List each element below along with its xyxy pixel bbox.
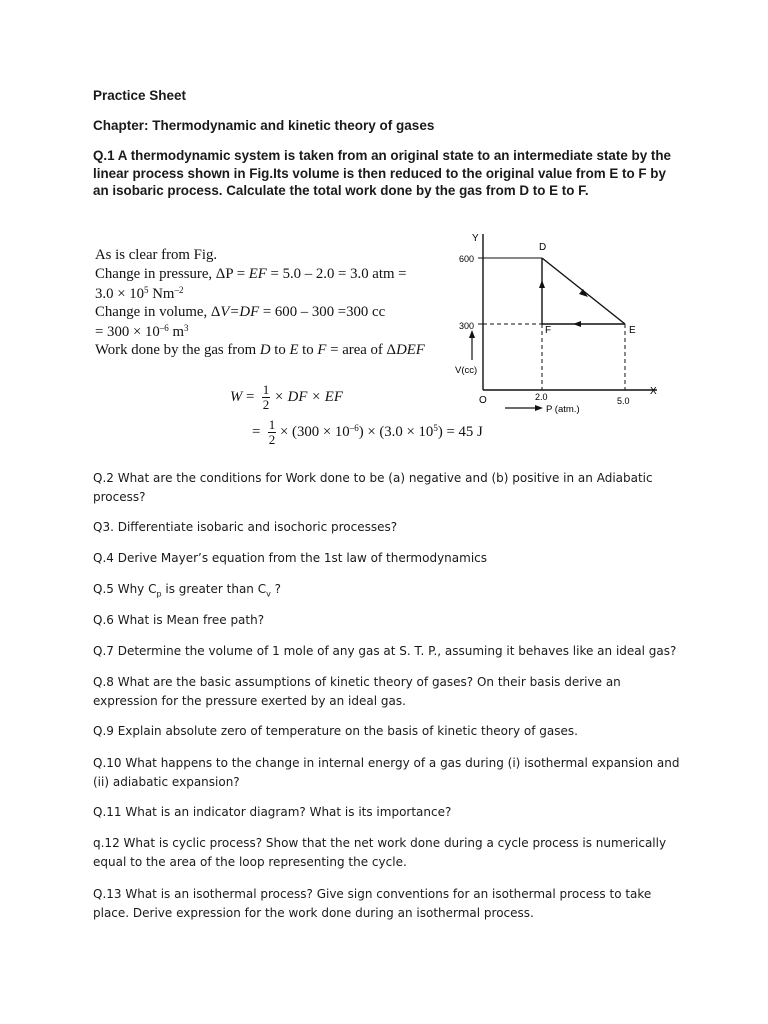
chapter-heading: Chapter: Thermodynamic and kinetic theory of gases [93, 118, 435, 133]
x-axis-label: X [650, 386, 657, 397]
arrow-ef [573, 321, 581, 327]
y-tick-300: 300 [459, 321, 475, 331]
solution-line-2: Change in pressure, ΔP = EF = 5.0 – 2.0 = 3.0 atm = [95, 266, 407, 282]
x-tick-2: 2.0 [535, 392, 548, 402]
x-tick-5: 5.0 [617, 396, 630, 406]
y-unit-label: V(cc) [455, 365, 478, 376]
question-8: Q.8 What are the basic assumptions of kinetic theory of gases? On their basis derive an expression for the pressure exerted by an ideal gas. [93, 675, 621, 708]
solution-line-3: $3.0 \times 10^5$ $Nm^{-2}$ [95, 285, 184, 302]
solution-line-6: Work done by the gas from D to E to F = area of ΔDEF [95, 342, 425, 358]
x-arrow-head [535, 405, 543, 411]
equation-2: = $\frac{1}{2}$ × $(300 \times 10^{-6}) \times (3.0 \times 10^5) = 45$ J [252, 417, 483, 447]
solution-line-4: Change in volume, ΔV=DF = 600 – 300 =300 cc [95, 304, 386, 320]
question-9: Q.9 Explain absolute zero of temperature on the basis of kinetic theory of gases. [93, 724, 578, 738]
solution-line-1: As is clear from Fig. [95, 247, 218, 263]
question-1: Q.1 A thermodynamic system is taken from an original state to an intermediate state by the linear process shown in Fig.Its volume is then reduced to the original value from E to F by an isobaric process. Calculate the total work done by the gas from D to E to F. [93, 148, 671, 199]
page-title: Practice Sheet [93, 88, 187, 103]
question-13: Q.13 What is an isothermal process? Give sign conventions for an isothermal process to take place. Derive expression for the work done during an isothermal process. [93, 887, 652, 920]
point-f-label: F [545, 325, 552, 336]
question-2: Q.2 What are the conditions for Work done to be (a) negative and (b) positive in an Adiabatic process? [93, 471, 653, 504]
pv-diagram [445, 228, 670, 423]
question-10: Q.10 What happens to the change in internal energy of a gas during (i) isothermal expansion and (ii) adiabatic expansion? [93, 756, 680, 789]
question-7: Q.7 Determine the volume of 1 mole of any gas at S. T. P., assuming it behaves like an ideal gas? [93, 644, 677, 658]
point-e-label: E [629, 325, 636, 336]
y-axis-label: Y [472, 233, 479, 244]
x-unit-label: P (atm.) [546, 404, 580, 415]
arrow-up-fd [539, 280, 545, 288]
origin-label: O [479, 395, 487, 406]
y-tick-600: 600 [459, 254, 475, 264]
equation-1: W = $\frac{1}{2}$ × DF × EF [230, 382, 343, 412]
solution-line-5: = $300 \times 10^{-6}$ $m^3$ [95, 323, 189, 340]
point-d-label: D [539, 242, 547, 253]
question-4: Q.4 Derive Mayer’s equation from the 1st law of thermodynamics [93, 551, 488, 565]
y-arrow-head [469, 330, 475, 338]
question-5: Q.5 Why $C_p$ is greater than $C_v$ ? [93, 582, 282, 599]
question-12: q.12 What is cyclic process? Show that the net work done during a cycle process is numerically equal to the area of the loop representing the cycle. [93, 836, 667, 869]
question-3: Q3. Differentiate isobaric and isochoric processes? [93, 520, 398, 534]
question-11: Q.11 What is an indicator diagram? What is its importance? [93, 805, 452, 819]
question-6: Q.6 What is Mean free path? [93, 613, 265, 627]
